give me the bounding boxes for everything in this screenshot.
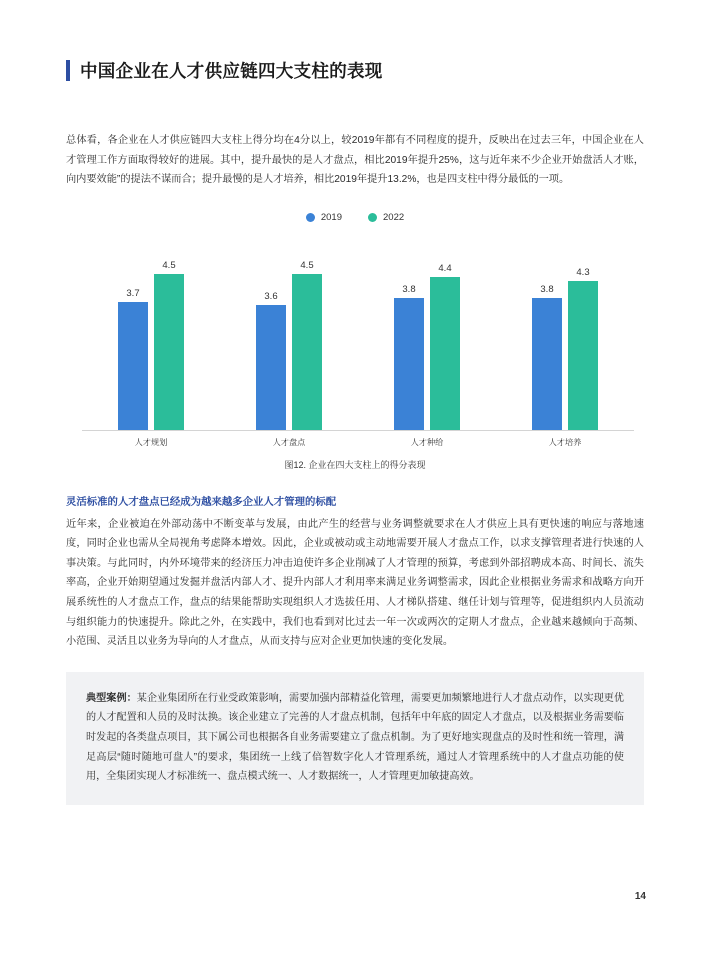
section-body-paragraph: 近年来，企业被迫在外部动荡中不断变革与发展，由此产生的经营与业务调整就要求在人才供应上具有更快速的响应与落地速度，同时企业也需从全局视角考虑降本增效。因此，企业或被动或主动地需要开展人才盘点工作，以求支撑管理者进行快速的人事决策。与此同时，内外环境带来的经济压力冲击迫使许多企业削减了人才管理的预算，考虑到外部招聘成本高、时间长、流失率高，企业开始期望通过发掘并盘活内部人才、提升内部人才利用率来满足业务调整需求，因此企业根据业务需求和战略方向开展系统性的人才盘点工作，盘点的结果能帮助实现组织人才选拔任用、人才梯队搭建、继任计划与管理等，促进组织内人员流动与组织能力的快速提升。除此之外，在实践中，我们也看到对比过去一年一次或两次的定期人才盘点，企业越来越倾向于高频、小范围、灵活且以业务为导向的人才盘点，从而支持与应对企业更加快速的变化发展。 — [66, 518, 644, 648]
chart-plot-area — [82, 231, 634, 431]
bar-item — [532, 231, 562, 430]
chart-x-axis-labels — [82, 437, 634, 448]
bar-value-label: 4.5 — [300, 259, 314, 271]
figure-caption: 图12. 企业在四大支柱上的得分表现 — [284, 459, 426, 470]
bar-2019 — [256, 305, 286, 430]
legend-item-2022 — [368, 212, 404, 223]
title-text: 中国企业在人才供应链四大支柱的表现 — [80, 61, 383, 81]
bar-value-label: 4.4 — [438, 262, 452, 274]
bar-item — [430, 231, 460, 430]
intro-paragraph: 总体看，各企业在人才供应链四大支柱上得分均在4分以上，较2019年都有不同程度的提升，反映出在过去三年，中国企业在人才管理工作方面取得较好的进展。其中，提升最快的是人才盘点，相比2019年提升25%，这与近年来不少企业开始盘活人才账，向内要效能”的提法不谋而合；提升最慢的是人才培养，相比2019年提升13.2%，也是四支柱中得分最低的一项。 — [66, 135, 644, 186]
chart-legend — [66, 212, 644, 223]
bar-value-label: 4.5 — [162, 259, 176, 271]
bar-value-label: 3.7 — [126, 287, 140, 299]
bar-item — [394, 231, 424, 430]
bar-item — [568, 231, 598, 430]
bar-2022 — [154, 274, 184, 430]
x-axis-label: 人才种给 — [410, 437, 444, 447]
legend-item-2019 — [306, 212, 342, 223]
case-study-box — [66, 672, 644, 805]
bar-group — [82, 231, 220, 430]
bar-item — [154, 231, 184, 430]
bar-item — [292, 231, 322, 430]
legend-dot-2022 — [368, 213, 377, 222]
bar-2019 — [394, 298, 424, 430]
case-study-body: 某企业集团所在行业受政策影响，需要加强内部精益化管理，需要更加频繁地进行人才盘点动作，以实现更优的人才配置和人员的及时汰换。该企业建立了完善的人才盘点机制，包括年中年底的固定人才盘点，以及根据业务需要临时发起的各类盘点项目，其下属公司也根据各自业务需要建立了盘点机制。为了更好地实现盘点的及时性和统一管理，满足高层“随时随地可盘人”的要求，集团统一上线了倍智数字化人才管理系统，通过人才管理系统中的人才盘点功能的使用，全集团实现人才标准统一、盘点模式统一、人才数据统一，人才管理更加敏捷高效。 — [86, 692, 625, 783]
bar-value-label: 3.6 — [264, 290, 278, 302]
legend-label-2022: 2022 — [383, 211, 405, 223]
bar-2022 — [430, 277, 460, 430]
section-heading: 灵活标准的人才盘点已经成为越来越多企业人才管理的标配 — [66, 496, 337, 508]
bar-2019 — [118, 302, 148, 430]
x-axis-label: 人才培养 — [548, 437, 582, 447]
x-axis-label: 人才规划 — [134, 437, 168, 447]
bar-group — [496, 231, 634, 430]
bar-value-label: 3.8 — [402, 283, 416, 295]
bar-chart — [66, 212, 644, 471]
chart-bar-groups — [82, 231, 634, 430]
bar-item — [256, 231, 286, 430]
bar-group — [358, 231, 496, 430]
bar-item — [118, 231, 148, 430]
page-title — [66, 58, 644, 83]
legend-label-2019: 2019 — [320, 211, 342, 223]
page-number: 14 — [634, 891, 646, 902]
bar-2019 — [532, 298, 562, 430]
bar-2022 — [292, 274, 322, 430]
title-accent-bar — [66, 60, 70, 81]
bar-value-label: 3.8 — [540, 283, 554, 295]
legend-dot-2019 — [306, 213, 315, 222]
bar-group — [220, 231, 358, 430]
bar-value-label: 4.3 — [576, 266, 590, 278]
case-study-label: 典型案例： — [86, 692, 137, 704]
bar-2022 — [568, 281, 598, 430]
x-axis-label: 人才盘点 — [272, 437, 306, 447]
